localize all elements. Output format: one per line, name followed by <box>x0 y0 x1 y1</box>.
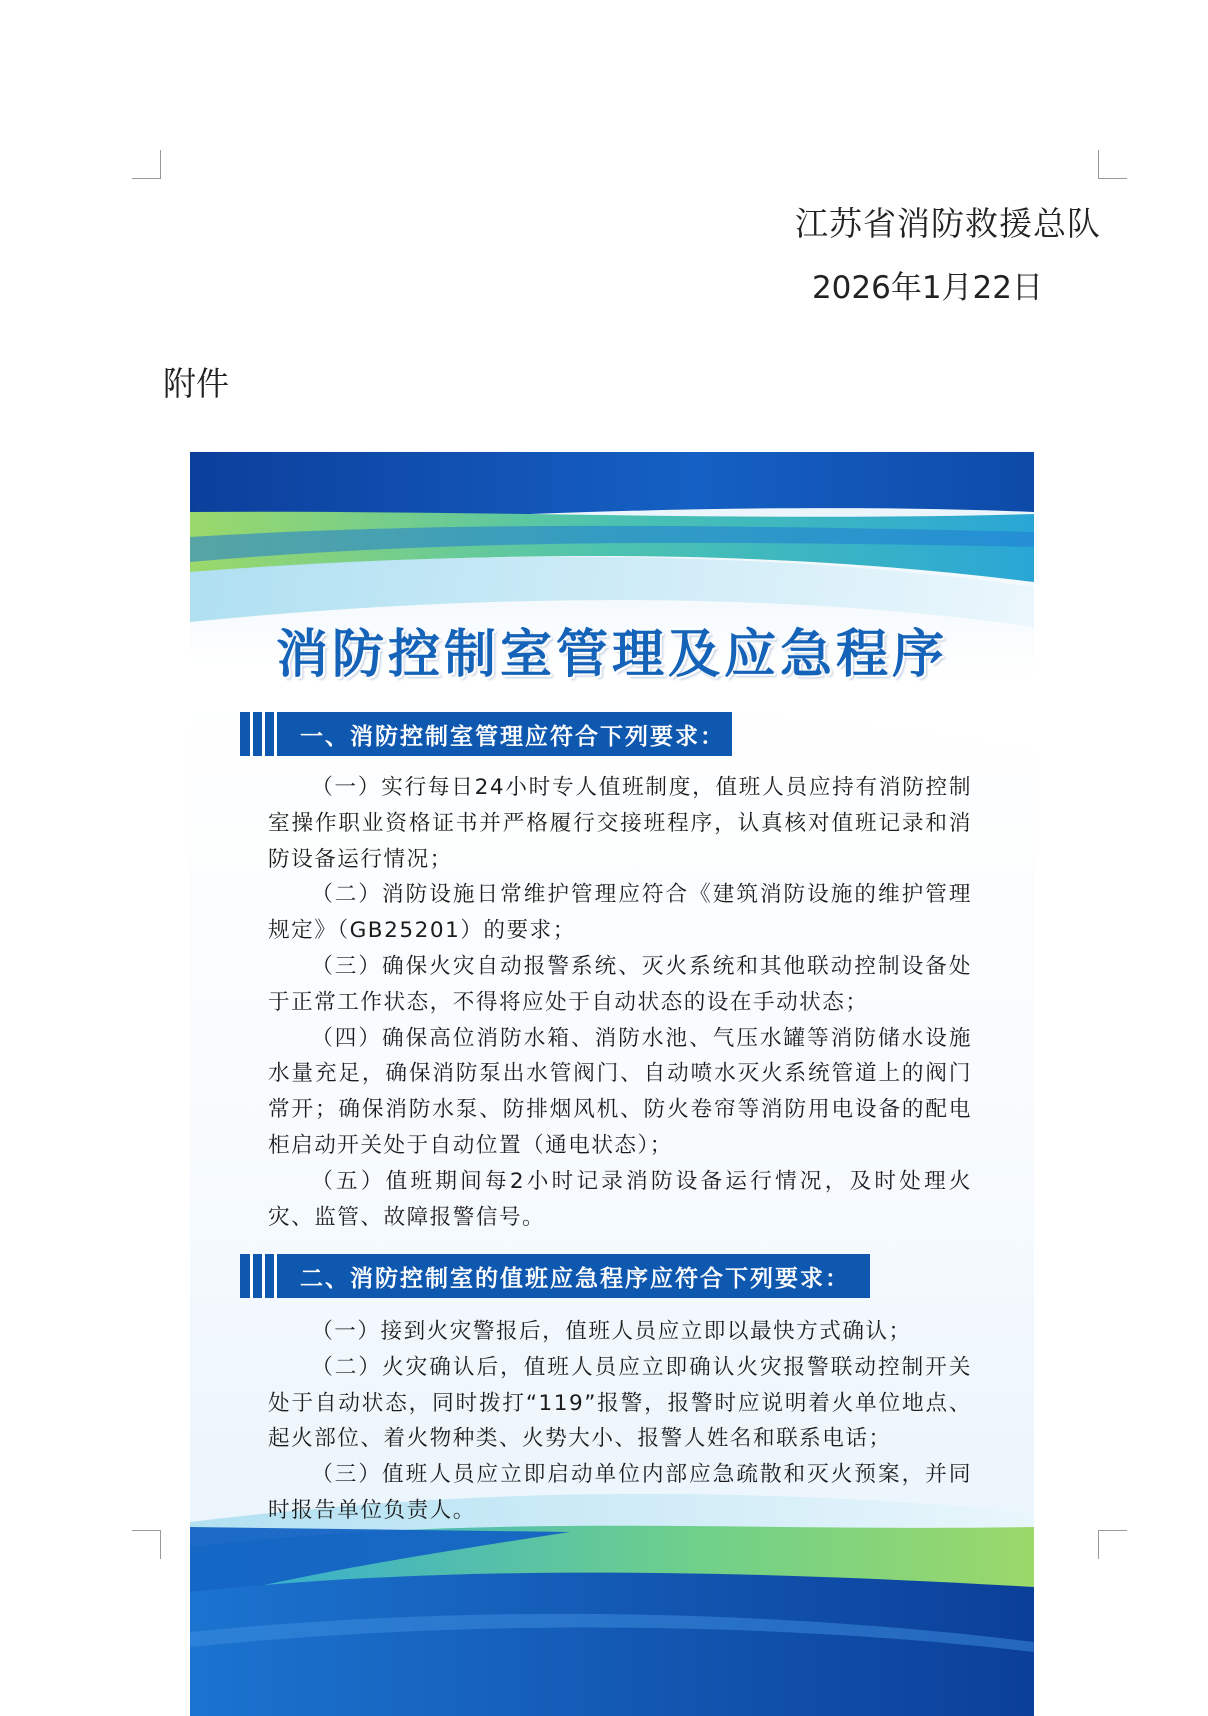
fire-control-poster <box>190 452 1034 1716</box>
poster-title: 消防控制室管理及应急程序 <box>275 625 948 685</box>
section-1-body <box>268 770 972 1235</box>
section-1-heading-banner <box>240 712 732 756</box>
banner-bars-icon <box>240 1254 286 1298</box>
issue-date: 2026年1月22日 <box>811 270 1043 306</box>
issuer-name: 江苏省消防救援总队 <box>795 204 1101 243</box>
crop-mark-top-left <box>132 150 161 179</box>
banner-bars-icon <box>240 712 286 756</box>
section-1-item: （五）值班期间每2小时记录消防设备运行情况，及时处理火灾、监管、故障报警信号。 <box>268 1168 972 1230</box>
section-1-item: （三）确保火灾自动报警系统、灭火系统和其他联动控制设备处于正常工作状态，不得将应处于自动状态的设在手动状态； <box>268 953 972 1015</box>
crop-mark-bottom-right <box>1098 1530 1127 1559</box>
section-1-item: （四）确保高位消防水箱、消防水池、气压水罐等消防储水设施水量充足，确保消防泵出水管阀门、自动喷水灭火系统管道上的阀门常开；确保消防水泵、防排烟风机、防火卷帘等消防用电设备的配电柜启动开关处于自动位置（通电状态）； <box>268 1025 972 1158</box>
section-1-heading: 一、消防控制室管理应符合下列要求： <box>300 723 725 750</box>
crop-mark-top-right <box>1098 150 1127 179</box>
section-2-body <box>268 1314 972 1529</box>
section-2-heading: 二、消防控制室的值班应急程序应符合下列要求： <box>300 1265 850 1292</box>
section-1-item: （一）实行每日24小时专人值班制度，值班人员应持有消防控制室操作职业资格证书并严格履行交接班程序，认真核对值班记录和消防设备运行情况； <box>268 775 972 872</box>
section-2-item: （一）接到火灾警报后，值班人员应立即以最快方式确认； <box>311 1319 912 1344</box>
section-2-item: （二）火灾确认后，值班人员应立即确认火灾报警联动控制开关处于自动状态，同时拨打“119”报警，报警时应说明着火单位地点、起火部位、着火物种类、火势大小、报警人姓名和联系电话； <box>268 1354 972 1452</box>
crop-mark-bottom-left <box>132 1530 161 1559</box>
section-2-item: （三）值班人员应立即启动单位内部应急疏散和灭火预案，并同时报告单位负责人。 <box>268 1462 972 1523</box>
attachment-label: 附件 <box>163 364 229 403</box>
section-1-item: （二）消防设施日常维护管理应符合《建筑消防设施的维护管理规定》（GB25201）的要求； <box>268 882 972 944</box>
section-2-heading-banner <box>240 1254 870 1298</box>
